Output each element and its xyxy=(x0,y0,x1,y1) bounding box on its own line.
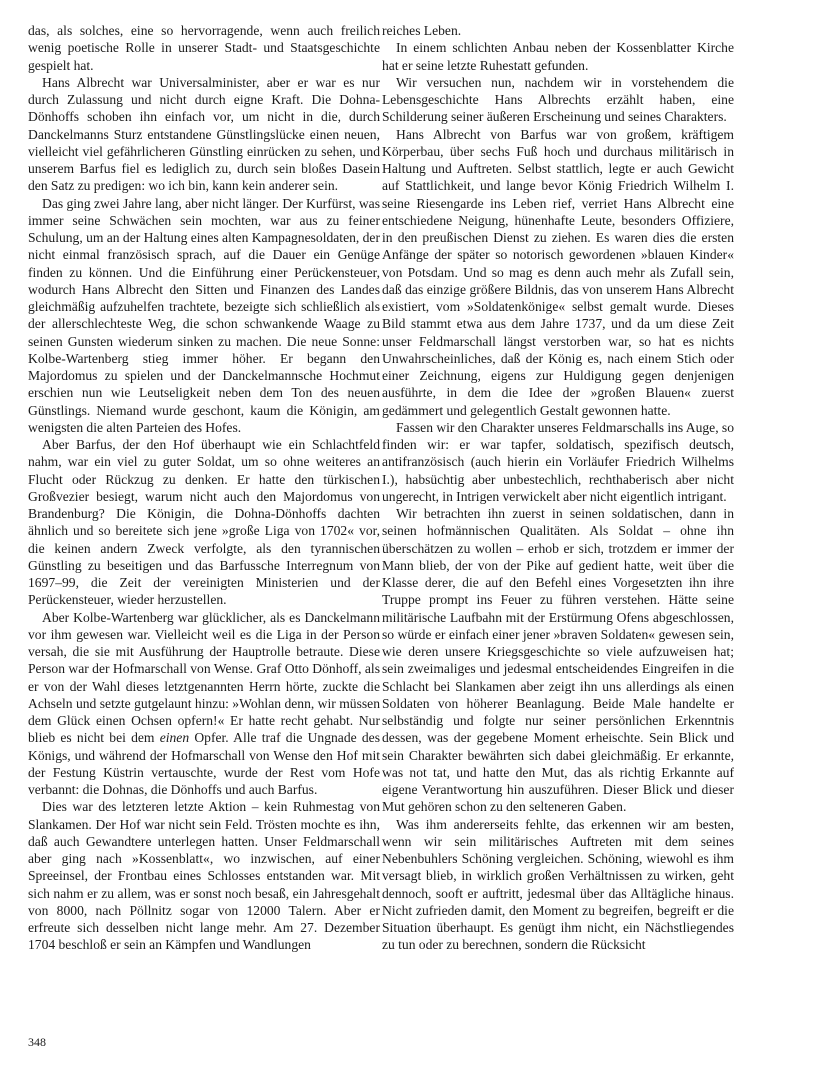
paragraph: Wir betrachten ihn zuerst in seinen soldatischen, dann in seinen hofmännischen Qualitäten. Als Soldat – ohne ihn überschätzen zu wollen – erhob er sich, trotzdem er immer der Mann blieb, der von der Pike auf gedient hatte, weit über die Klasse derer, die auf den Befehl eines Vorgesetzten ihn ihre Truppe prompt ins Feuer zu führen verstehen. Hätte seine militärische Laufbahn mit der Erstürmung Ofens abgeschlossen, so würde er einfach einer jener »braven Soldaten« gewesen sein, wie deren unsere Kriegsgeschichte so viele aufzuweisen hat; sein zweimaliges und jedesmal entscheidendes Eingreifen in die Schlacht bei Slankamen aber zeigt ihn uns allerdings als einen Soldaten von höherer Beanlagung. Beide Male handelte er selbständig und folgte nur seiner persönlichen Erkenntnis dessen, was der gegebene Moment erheischte. Sein Blick und sein Charakter bewährten sich dabei gleichmäßig. Er erkannte, was not tat, und hatte den Mut, das als richtig Erkannte auf eigene Verantwortung hin auszuführen. Dieser Blick und dieser Mut gehören schon zu den selteneren Gaben. xyxy=(382,506,734,815)
paragraph: In einem schlichten Anbau neben der Kossenblatter Kirche hat er seine letzte Ruhestatt gefunden. xyxy=(382,40,734,73)
paragraph: Das ging zwei Jahre lang, aber nicht länger. Der Kurfürst, was immer seine Schwächen sein mochten, war aus zu feiner Schulung, um an der Haltung eines alten Kampagnesoldaten, der nicht einmal französisch sprach, auf die Dauer ein Genüge finden zu können. Und die Einführung einer Perückensteuer, wodurch Hans Albrecht den Sitten und Finanzen des Landes gleichmäßig aufzuhelfen trachtete, bezeigte sich schließlich als der allerschlechteste Weg, die schon schwankende Waage zu seinen Gunsten wiederum sinken zu machen. Die neue Sonne: Kolbe-Wartenberg stieg immer höher. Er begann den Majordomus zu spielen und der Danckelmannsche Hochmut erschien nun wie Leutseligkeit neben dem Ton des neuen Günstlings. Niemand wurde geschont, kaum die Königin, am wenigsten die alten Parteien des Hofes. xyxy=(28,195,380,435)
text-run: Opfer. Alle traf die Ungnade des Königs, und während der Hofmarschall von Wense den Hof mit der Festung Küstrin vertauschte, wurde der Rest vom Hofe verbannt: die Dohnas, die Dönhoffs und auch Barfus. xyxy=(28,730,380,797)
paragraph: Was ihm andererseits fehlte, das erkennen wir am besten, wenn wir sein militärisches Auftreten mit dem seines Nebenbuhlers Schöning vergleichen. Schöning, wiewohl es ihm versagt blieb, in wirklich großen Verhältnissen zu wirken, geht dennoch, sooft er auftritt, jedesmal über das Alltägliche hinaus. Nicht zufrieden damit, den Moment zu begreifen, begreift er die Situation überhaupt. Es genügt ihm nicht, ein Nächstliegendes zu tun oder zu berechnen, sondern die Rücksicht xyxy=(382,816,734,953)
left-column xyxy=(28,22,380,954)
paragraph: das, als solches, eine so hervorragende, wenn auch freilich wenig poetische Rolle in unserer Stadt- und Staatsgeschichte gespielt hat. xyxy=(28,23,380,73)
emphasis-text: einen xyxy=(159,730,190,746)
paragraph: Wir versuchen nun, nachdem wir in vorstehendem die Lebensgeschichte Hans Albrechts erzählt haben, eine Schilderung seiner äußeren Erscheinung und seines Charakters. xyxy=(382,74,734,125)
right-column xyxy=(382,22,734,954)
paragraph: reiches Leben. xyxy=(382,23,462,38)
page-number: 348 xyxy=(28,1035,46,1049)
text-run: Aber Kolbe-Wartenberg war glücklicher, als es Danckelmann vor ihm gewesen war. Vielleicht weil es die Liga in der Person versah, die sie mit Ausführung der Hauptrolle betraute. Diese Person war der Hofmarschall von Wense. Graf Otto Dönhoff, als er von der Wahl dieses letztgenannten Herrn hörte, zuckte die Achseln und setzte gutgelaunt hinzu: »Wohlan denn, wir müssen dem Glück einen Ochsen opfern!« Er hatte recht gehabt. Nur blieb es nicht bei dem xyxy=(28,609,380,746)
paragraph: Dies war des letzteren letzte Aktion – kein Ruhmestag von Slankamen. Der Hof war nicht sein Feld. Trösten mochte es ihn, daß auch Gewandtere unterlegen hatten. Unser Feldmarschall aber ging nach »Kossenblatt«, wo inzwischen, auf einer Spreeinsel, der Frontbau eines Schlosses entstanden war. Mit sich nahm er zu allem, was er sonst noch besaß, ein Jahresgehalt von 8000, nach Pöllnitz sogar von 12000 Talern. Aber er erfreute sich desselben nicht lange mehr. Am 27. Dezember 1704 beschloß er sein an Kämpfen und Wandlungen xyxy=(28,799,380,953)
paragraph: Hans Albrecht von Barfus war von großem, kräftigem Körperbau, über sechs Fuß hoch und durchaus militärisch in Haltung und Auftreten. Selbst stattlich, legte er auch Gewicht auf Stattlichkeit, und lange bevor König Friedrich Wilhelm I. seine Riesengarde ins Leben rief, verriet Hans Albrecht eine entschiedene Neigung, hünenhafte Leute, besonders Offiziere, in den preußischen Dienst zu ziehen. Es waren dies die ersten Anfänge der später so notorisch gewordenen »blauen Kinder« von Potsdam. Und so mag es denn auch mehr als Zufall sein, daß das einzige größere Bildnis, das von unserem Hans Albrecht existiert, vom »Soldatenkönige« selbst gemalt wurde. Dieses Bild stammt etwa aus dem Jahre 1737, und da um diese Zeit unser Feldmarschall längst verstorben war, so hat es nichts Unwahrscheinliches, daß der König es, nach einem Stich oder einer Zeichnung, eigens zur Huldigung gegen denjenigen ausführte, in dem die Idee der »großen Blauen« zuerst gedämmert und gelegentlich Gestalt gewonnen hatte. xyxy=(382,126,734,418)
paragraph: Fassen wir den Charakter unseres Feldmarschalls ins Auge, so finden wir: er war tapfer, soldatisch, spezifisch deutsch, antifranzösisch (auch hierin ein Vorläufer Friedrich Wilhelms I.), habsüchtig aber unbestechlich, rechthaberisch aber nicht ungerecht, in Intrigen verwickelt aber nicht eigentlich intrigant. xyxy=(382,419,734,504)
paragraph xyxy=(28,609,380,799)
paragraph: Hans Albrecht war Universalminister, aber er war es nur durch Zulassung und nicht durch eigne Kraft. Die Dohna-Dönhoffs schoben ihn einfach vor, um nicht in die, durch Danckelmanns Sturz entstandene Günstlingslücke einen neuen, vielleicht viel gefährlicheren Günstling einrücken zu sehen, und unserem Barfus fiel es lediglich zu, durch sein bloßes Dasein den Satz zu predigen: wo ich bin, kann kein anderer sein. xyxy=(28,74,380,194)
paragraph: Aber Barfus, der den Hof überhaupt wie ein Schlachtfeld nahm, war ein viel zu guter Soldat, um so ohne weiteres an Flucht oder Rückzug zu denken. Er hatte den türkischen Großvezier besiegt, warum nicht auch den Majordomus von Brandenburg? Die Königin, die Dohna-Dönhoffs dachten ähnlich und so bereitete sich jene »große Liga von 1702« vor, die keinen andern Zweck verfolgte, als den tyrannischen Günstling zu beseitigen und das Barfussche Interregnum von 1697–99, die Zeit der vereinigten Ministerien und der Perückensteuer, wieder herzustellen. xyxy=(28,437,380,608)
